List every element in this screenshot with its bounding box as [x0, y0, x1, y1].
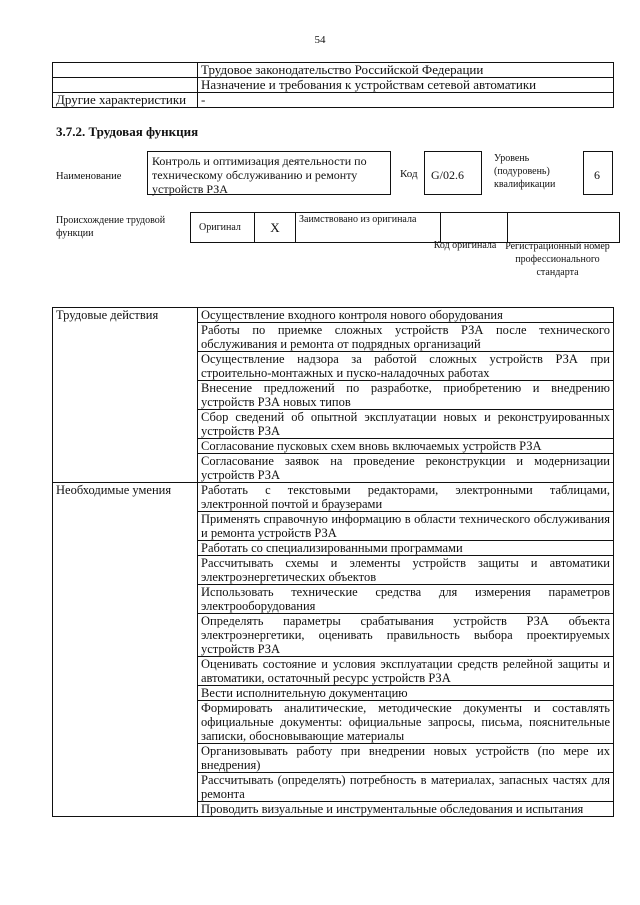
top-table-right-cell: Трудовое законодательство Российской Федерации [198, 63, 614, 78]
skill-item: Рассчитывать (определять) потребность в материалах, запасных частях для ремонта [198, 773, 614, 802]
skill-item: Проводить визуальные и инструментальные обследования и испытания [198, 802, 614, 817]
table-row [53, 93, 614, 108]
top-table-left-cell [53, 78, 198, 93]
table-row [53, 78, 614, 93]
skill-item: Использовать технические средства для измерения параметров электрооборудования [198, 585, 614, 614]
code-value: G/02.6 [424, 151, 482, 195]
actions-label: Трудовые действия [53, 308, 198, 483]
name-value: Контроль и оптимизация деятельности по техническому обслуживанию и ремонту устройств РЗА [147, 151, 391, 195]
skill-item: Оценивать состояние и условия эксплуатации средств релейной защиты и автоматики, остаточный ресурс устройств РЗА [198, 657, 614, 686]
reg-number-caption: Регистрационный номер профессионального стандарта [505, 241, 610, 278]
skill-item: Рассчитывать схемы и элементы устройств защиты и автоматики электроэнергетических объектов [198, 556, 614, 585]
reg-number-cell [508, 213, 620, 243]
level-value: 6 [583, 151, 613, 195]
top-table-right-cell: Назначение и требования к устройствам сетевой автоматики [198, 78, 614, 93]
action-item: Сбор сведений об опытной эксплуатации новых и реконструированных устройств РЗА [198, 410, 614, 439]
section-title: 3.7.2. Трудовая функция [56, 124, 199, 139]
skill-item: Работать с текстовыми редакторами, электронными таблицами, электронной почтой и браузерами [198, 483, 614, 512]
original-mark: X [255, 213, 296, 243]
skill-item: Работать со специализированными программами [198, 541, 614, 556]
original-code-cell [441, 213, 508, 243]
action-item: Согласование заявок на проведение реконструкции и модернизации устройств РЗА [198, 454, 614, 483]
table-row [53, 308, 614, 323]
top-table-left-cell: Другие характеристики [53, 93, 198, 108]
skill-item: Организовывать работу при внедрении новых устройств (по мере их внедрения) [198, 744, 614, 773]
borrowed-label: Заимствовано из оригинала [296, 213, 441, 243]
top-table [52, 62, 614, 108]
skill-item: Формировать аналитические, методические документы и составлять официальные документы: официальные запросы, письма, пояснительные записки, обосновывающие материалы [198, 701, 614, 744]
original-code-caption: Код оригинала [433, 240, 497, 251]
action-item: Осуществление надзора за работой сложных устройств РЗА при строительно-монтажных и пуско-наладочных работах [198, 352, 614, 381]
table-row [53, 483, 614, 512]
table-row [191, 213, 620, 243]
code-label: Код [400, 168, 418, 180]
origin-table [190, 212, 620, 243]
action-item: Согласование пусковых схем вновь включаемых устройств РЗА [198, 439, 614, 454]
action-item: Внесение предложений по разработке, приобретению и внедрению устройств РЗА новых типов [198, 381, 614, 410]
main-table [52, 307, 614, 817]
origin-label: Происхождение трудовой функции [56, 215, 166, 239]
top-table-right-cell: - [198, 93, 614, 108]
level-label: Уровень (подуровень) квалификации [494, 153, 556, 190]
top-table-left-cell [53, 63, 198, 78]
name-label: Наименование [56, 171, 122, 182]
page-number: 54 [314, 34, 326, 46]
skill-item: Вести исполнительную документацию [198, 686, 614, 701]
table-row [53, 63, 614, 78]
skill-item: Определять параметры срабатывания устройств РЗА объекта электроэнергетики, оценивать правильность выбора проектируемых устройств РЗА [198, 614, 614, 657]
skill-item: Применять справочную информацию в области технического обслуживания и ремонта устройств РЗА [198, 512, 614, 541]
action-item: Работы по приемке сложных устройств РЗА после технического обслуживания и ремонта от подрядных организаций [198, 323, 614, 352]
skills-label: Необходимые умения [53, 483, 198, 817]
action-item: Осуществление входного контроля нового оборудования [198, 308, 614, 323]
original-label: Оригинал [191, 213, 255, 243]
